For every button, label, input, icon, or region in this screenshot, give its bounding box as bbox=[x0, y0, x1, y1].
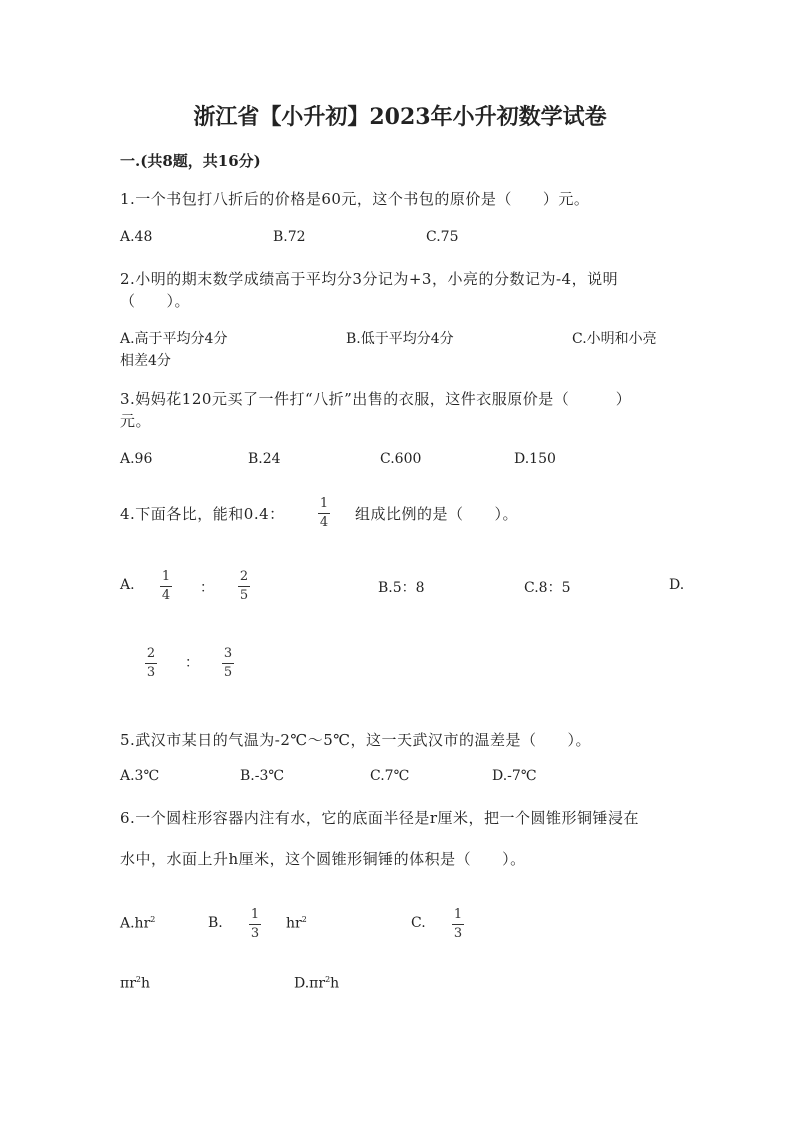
q2-option-c-continued: 相差4分 bbox=[120, 353, 171, 369]
q4-option-c: C.8：5 bbox=[524, 580, 571, 596]
q4-a-fraction-1: 1 4 bbox=[161, 569, 171, 604]
q4-d-fraction-1: 2 3 bbox=[146, 646, 156, 681]
q5-option-a: A.3℃ bbox=[120, 768, 160, 784]
q4-d-colon: ： bbox=[185, 655, 199, 671]
q1-option-a: A.48 bbox=[120, 229, 153, 245]
q6-option-c-text: πr bbox=[120, 975, 136, 992]
q3-option-b: B.24 bbox=[248, 451, 281, 467]
question-5: 5.武汉市某日的气温为-2℃～5℃，这一天武汉市的温差是（ ）。 bbox=[120, 731, 592, 749]
q1-option-b: B.72 bbox=[273, 229, 306, 245]
q5-option-d: D.-7℃ bbox=[492, 768, 537, 784]
q2-option-a: A.高于平均分4分 bbox=[120, 331, 228, 347]
q4-a-fraction-2: 2 5 bbox=[239, 569, 249, 604]
q3-option-a: A.96 bbox=[120, 451, 153, 467]
q6-option-a-exponent: 2 bbox=[150, 915, 156, 924]
q2-option-b: B.低于平均分4分 bbox=[346, 331, 454, 347]
question-6-line2: 水中，水面上升h厘米，这个圆锥形铜锤的体积是（ ）。 bbox=[120, 850, 526, 868]
question-2-line1: 2.小明的期末数学成绩高于平均分3分记为+3，小亮的分数记为-4，说明 bbox=[120, 270, 619, 288]
q4-option-d-label: D. bbox=[669, 577, 685, 593]
question-2-line2: （ ）。 bbox=[120, 292, 191, 310]
q6-option-b-rest bbox=[286, 915, 307, 932]
q4-option-b: B.5：8 bbox=[378, 580, 425, 596]
question-1: 1.一个书包打八折后的价格是60元，这个书包的原价是（ ）元。 bbox=[120, 190, 590, 208]
q6-option-d-text: D.πr bbox=[294, 975, 326, 992]
q5-option-c: C.7℃ bbox=[370, 768, 410, 784]
q1-option-c: C.75 bbox=[426, 229, 459, 245]
page-title: 浙江省【小升初】2023年小升初数学试卷 bbox=[193, 104, 607, 130]
q3-option-c: C.600 bbox=[380, 451, 422, 467]
q6-option-c-exponent: 2 bbox=[135, 975, 141, 984]
q6-option-a-text: A.hr bbox=[120, 915, 151, 932]
question-4-prefix: 4.下面各比，能和0.4： bbox=[120, 505, 285, 523]
q2-option-c: C.小明和小亮 bbox=[572, 331, 657, 347]
question-4-suffix: 组成比例的是（ ）。 bbox=[355, 505, 519, 523]
q6-option-b-text: hr bbox=[286, 915, 302, 932]
q4-a-colon: ： bbox=[200, 580, 214, 596]
q6-option-c-label: C. bbox=[411, 915, 426, 931]
q6-option-a bbox=[120, 915, 155, 932]
q6-b-fraction: 1 3 bbox=[250, 907, 260, 942]
q6-option-b-label: B. bbox=[208, 915, 223, 931]
q6-option-c-h: h bbox=[141, 975, 151, 992]
q5-option-b: B.-3℃ bbox=[240, 768, 285, 784]
q6-c-fraction: 1 3 bbox=[453, 907, 463, 942]
q6-option-d-exponent: 2 bbox=[325, 975, 331, 984]
q6-option-d-h: h bbox=[330, 975, 340, 992]
q4-option-a-label: A. bbox=[120, 577, 135, 593]
section-heading: 一.(共8题，共16分) bbox=[120, 152, 261, 170]
q6-option-c-continued bbox=[120, 975, 150, 992]
q3-option-d: D.150 bbox=[514, 451, 556, 467]
question-6-line1: 6.一个圆柱形容器内注有水，它的底面半径是r厘米，把一个圆锥形铜锤浸在 bbox=[120, 809, 639, 827]
question-3-line2: 元。 bbox=[120, 412, 152, 430]
q4-d-fraction-2: 3 5 bbox=[223, 646, 233, 681]
question-3-line1: 3.妈妈花120元买了一件打“八折”出售的衣服，这件衣服原价是（ ） bbox=[120, 390, 632, 408]
q6-option-b-exponent: 2 bbox=[301, 915, 307, 924]
q6-option-d bbox=[294, 975, 339, 992]
fraction-one-quarter: 1 4 bbox=[319, 496, 329, 531]
